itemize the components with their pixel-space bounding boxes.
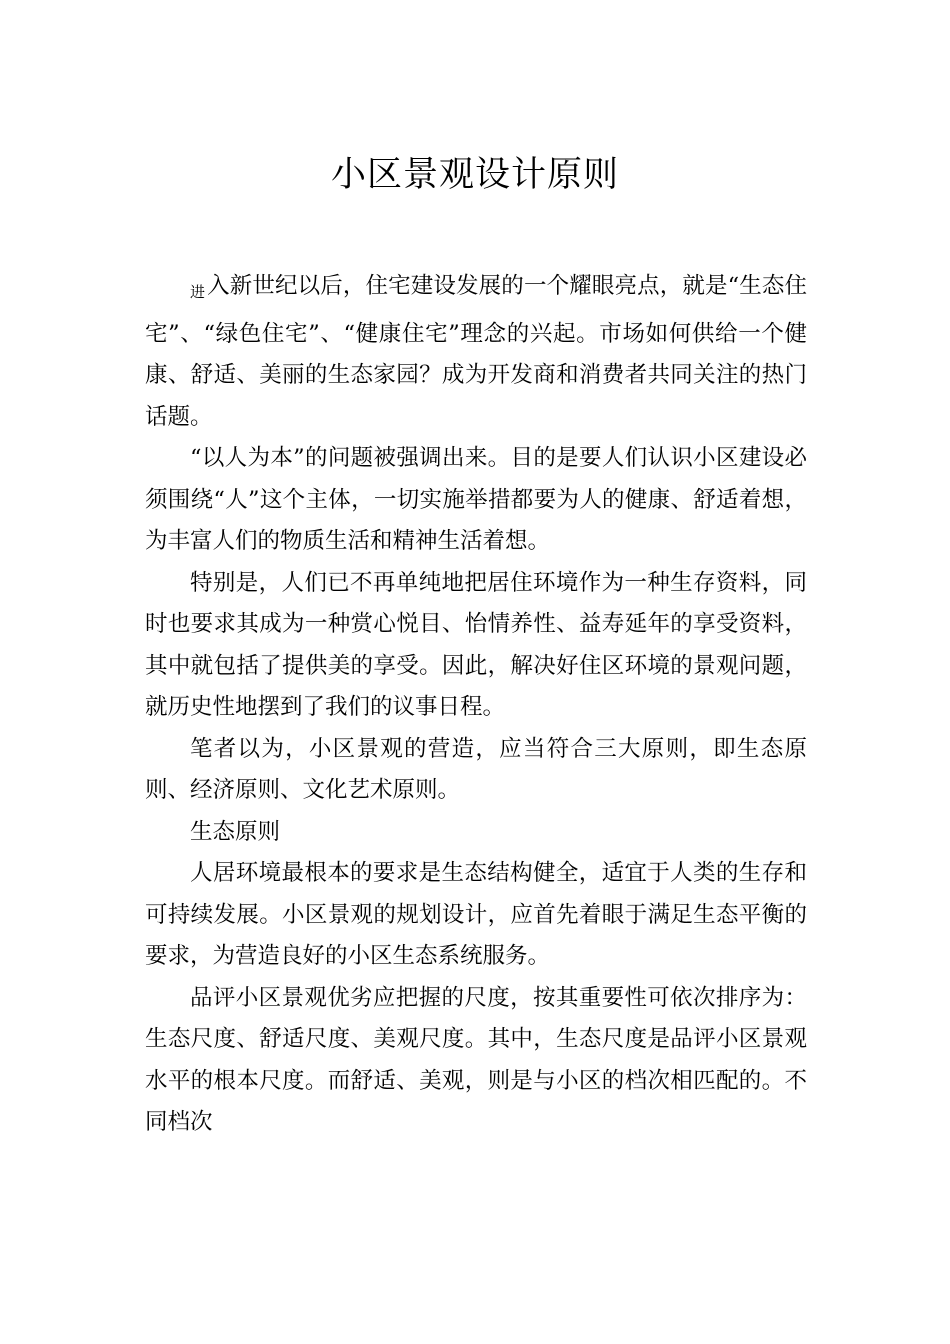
document-title: 小区景观设计原则 (330, 155, 619, 195)
paragraph-environment-enjoyment: 特别是，人们已不再单纯地把居住环境作为一种生存资料，同时也要求其成为一种赏心悦目、怡情养性、益寿延年的享受资料，其中就包括了提供美的享受。因此，解决好住区环境的景观问题，就历史性地摆到了我们的议事日程。 (145, 569, 807, 720)
paragraph-evaluation-criteria: 品评小区景观优劣应把握的尺度，按其重要性可依次排序为：生态尺度、舒适尺度、美观尺度。其中，生态尺度是品评小区景观水平的根本尺度。而舒适、美观，则是与小区的档次相匹配的。不同档次 (145, 984, 807, 1135)
document-body (145, 266, 807, 1144)
paragraph-intro (145, 266, 807, 438)
paragraph-three-principles: 笔者以为，小区景观的营造，应当符合三大原则，即生态原则、经济原则、文化艺术原则。 (145, 735, 807, 803)
paragraph-lead-character: 进 (190, 283, 206, 301)
section-heading-ecological-principle: 生态原则 (190, 818, 281, 845)
paragraph-people-oriented: “以人为本”的问题被强调出来。目的是要人们认识小区建设必须围绕“人”这个主体，一切实施举措都要为人的健康、舒适着想，为丰富人们的物质生活和精神生活着想。 (145, 445, 807, 554)
paragraph-text: 入新世纪以后，住宅建设发展的一个耀眼亮点，就是“生态住宅”、“绿色住宅”、“健康住宅”理念的兴起。市场如何供给一个健康、舒适、美丽的生态家园？成为开发商和消费者共同关注的热门话题。 (145, 273, 807, 430)
paragraph-ecological-requirements: 人居环境最根本的要求是生态结构健全，适宜于人类的生存和可持续发展。小区景观的规划设计，应首先着眼于满足生态平衡的要求，为营造良好的小区生态系统服务。 (145, 860, 807, 969)
